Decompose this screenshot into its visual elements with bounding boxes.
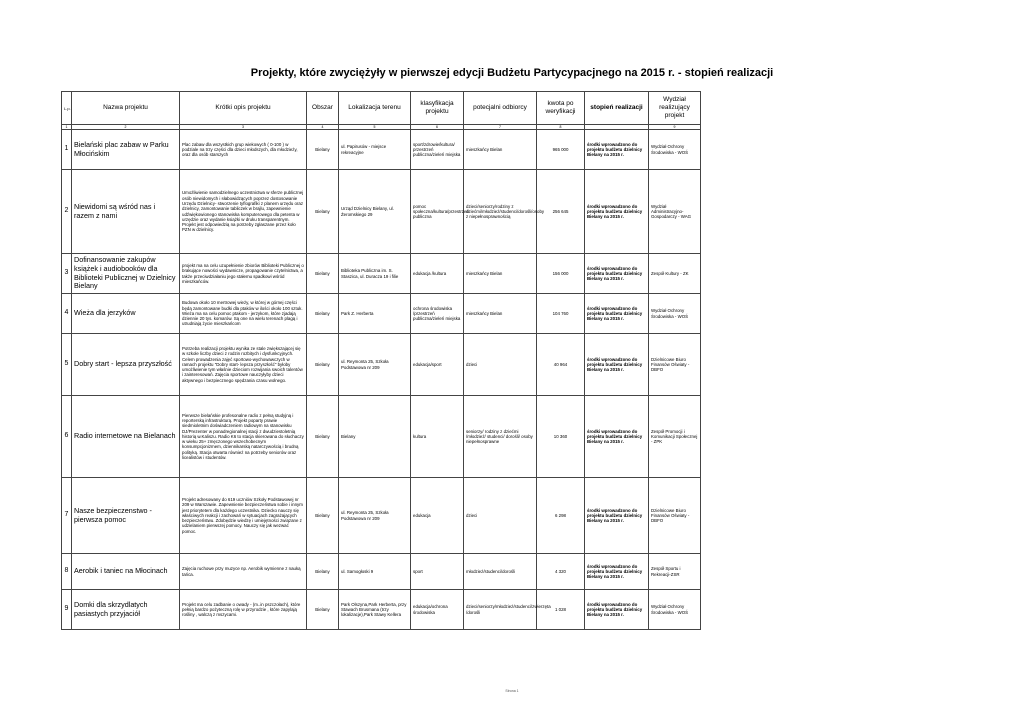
header-lp: L.p. <box>62 92 72 125</box>
project-classification: edukacja /kultura <box>411 254 464 294</box>
header-description: Krótki opis projektu <box>180 92 307 125</box>
project-recipients: dzieci <box>464 478 537 554</box>
project-status: środki wprowadzono do projektu budżetu dzielnicy Bielany na 2015 r. <box>585 554 649 590</box>
column-number: 1 <box>62 125 72 130</box>
project-status: środki wprowadzono do projektu budżetu dzielnicy Bielany na 2015 r. <box>585 396 649 478</box>
project-area: Bielany <box>307 294 339 334</box>
project-classification: edukacja <box>411 478 464 554</box>
project-classification: kultura <box>411 396 464 478</box>
header-location: Lokalizacja terenu <box>339 92 411 125</box>
project-classification: edukacja/ochrona środowiska <box>411 590 464 630</box>
table-row <box>62 254 701 294</box>
project-amount: 10 360 <box>537 396 585 478</box>
project-status: środki wprowadzono do projektu budżetu dzielnicy Bielany na 2015 r. <box>585 170 649 254</box>
table-row <box>62 478 701 554</box>
row-number: 1 <box>62 130 72 170</box>
table-row <box>62 334 701 396</box>
row-number: 7 <box>62 478 72 554</box>
project-description: Projekt ma celu zadbanie o owady - (m..in pszczołach), które pełnią bardzo pożyteczną rolę w przyrodzie , które zapylają rośliny , walczą z mszycami. <box>180 590 307 630</box>
row-number: 4 <box>62 294 72 334</box>
column-number: 2 <box>72 125 180 130</box>
header-status: stopień realizacji <box>585 92 649 125</box>
project-name: Radio internetowe na Bielanach <box>72 396 180 478</box>
project-department: Wydział Administracyjno-Gospodarczy - WAG <box>649 170 701 254</box>
row-number: 9 <box>62 590 72 630</box>
header-row <box>62 92 701 125</box>
project-status: środki wprowadzono do projektu budżetu dzielnicy Bielany na 2015 r. <box>585 130 649 170</box>
table-row <box>62 396 701 478</box>
project-area: Bielany <box>307 554 339 590</box>
project-recipients: dzieci/seniorzy/młodzież/studenci/zwierzęta /dorośli <box>464 590 537 630</box>
column-number: 5 <box>339 125 411 130</box>
project-department: Dzielnicowe Biuro Finansów Oświaty - DBFO <box>649 334 701 396</box>
project-description: Potrzeba realizacji projektu wynika ze stale zwiększającej się w szkole liczby dzieci z rodzin rozbitych i dysfunkcyjnych. Celem prowadzenia zajęć sportowo-wychowawczych w ramach projektu "Dobry start- lepsza przyszłość" byłoby umożliwienie tym właśnie dzieciom rozwijania swoich talentów i zainteresowań. Zajęcia sportowe nauczyłyby dzieci aktywnego i bezpiecznego spędzania czasu wolnego. <box>180 334 307 396</box>
column-number: 6 <box>411 125 464 130</box>
row-number: 5 <box>62 334 72 396</box>
project-recipients: seniorzy/ rodziny z dziećmi /młodzież/ studenci/ dorośli/ osoby niepełnosprawne <box>464 396 537 478</box>
header-department: Wydział realizujący projekt <box>649 92 701 125</box>
project-classification: sport <box>411 554 464 590</box>
project-amount: 965 000 <box>537 130 585 170</box>
table-row <box>62 590 701 630</box>
header-classification: klasyfikacja projektu <box>411 92 464 125</box>
column-number: 7 <box>464 125 537 130</box>
project-name: Dobry start - lepsza przyszłość <box>72 334 180 396</box>
project-description: Pierwsze bielańskie profesonalne radio z pełną studyjną i reporterską infrastrukturą. Projekt poparty prawie siedmioletnim doświadczeniem radiowym na stanowisku DJ/Prezenter w ponadregionalnej stacji z dwudziestoletnią historią w.Kaliszu. Radio K6 to stacja skierowana do słuchaczy w wieku 25+ zmęczonego wszechobecnym konsumpcjonizmem, dziennikarską natarczywością i brudną polityką. Stacja otwarta również na potrzeby seniorów oraz licealistów i studentów. <box>180 396 307 478</box>
table-row <box>62 170 701 254</box>
project-classification: ochrona środowiska /przestrzeń publiczna/zieleń miejska <box>411 294 464 334</box>
project-description: projekt ma na celu uzupełnienie zbiorów Biblioteki Publicznej o brakujące nowości wydawnicze, propagowanie czytelnictwa, a także przeciwdziałaniu jego stałemu spadkowi wśród mieszkańców. <box>180 254 307 294</box>
page-footer: Strona 1 <box>505 689 519 693</box>
project-area: Bielany <box>307 334 339 396</box>
project-status: środki wprowadzono do projektu budżetu dzielnicy Bielany na 2015 r. <box>585 334 649 396</box>
header-name: Nazwa projektu <box>72 92 180 125</box>
project-name: Wieża dla jerzyków <box>72 294 180 334</box>
project-area: Bielany <box>307 130 339 170</box>
project-location: ul. Samogłoski 9 <box>339 554 411 590</box>
project-location: ul. Reymonta 25, Szkoła Podstawowa nr 209 <box>339 478 411 554</box>
project-status: środki wprowadzono do projektu budżetu dzielnicy Bielany na 2015 r. <box>585 254 649 294</box>
project-name: Dofinansowanie zakupów książek i audiobooków dla Biblioteki Publicznej w Dzielnicy Bielany <box>72 254 180 294</box>
project-recipients: młodzież/studenci/dorośli <box>464 554 537 590</box>
project-amount: 6 298 <box>537 478 585 554</box>
header-amount: kwota po weryfikacji <box>537 92 585 125</box>
project-status: środki wprowadzono do projektu budżetu dzielnicy Bielany na 2015 r. <box>585 590 649 630</box>
project-location: Park Z. Herberta <box>339 294 411 334</box>
projects-table <box>61 91 701 630</box>
project-department: Zespół Promocji i Komunikacji Społecznej - ZPK <box>649 396 701 478</box>
project-department: Zespół Sportu i Rekreacji-ZSR <box>649 554 701 590</box>
column-number: 4 <box>307 125 339 130</box>
header-recipients: potecjalni odbiorcy <box>464 92 537 125</box>
project-classification: edukacja/sport <box>411 334 464 396</box>
project-area: Bielany <box>307 170 339 254</box>
table-row <box>62 554 701 590</box>
project-description: Budowa około 10 mertrowej wieży, w której w górnej części będą zamontowane budki dla ptaków w ilości około 100 sztuk. Wieża ma na celu pomoc ptakom - jerzykom, które zjadają dziennie 20 tys. komarów. Są one na wielu terenach plagą i utrudniają życie mieszkańcom <box>180 294 307 334</box>
project-status: środki wprowadzono do projektu budżetu dzielnicy Bielany na 2015 r. <box>585 478 649 554</box>
project-classification: sport/zdrowie/kultura/ przestrzeń publiczna/zieleń miejska <box>411 130 464 170</box>
project-classification: pomoc społeczna/kultura/przestrzeń publiczna <box>411 170 464 254</box>
project-location: ul. Papirusów - miejsce rekreacyjne <box>339 130 411 170</box>
project-description: Zajęcia ruchowe przy muzyce np. Aerobik wymienne z nauką tańca. <box>180 554 307 590</box>
project-description: Projekt adresowany do 619 uczniów Szkoły Podstawowej nr 209 w Warszawie. Zapewnienie bezpieczeństwa sobie i innym jest priorytetem dla każdego uczestnika. Dziecko nauczy się właściwych reakcji i zachowań w sytuacjach zagrażających bezpieczeństwu. Zdobędzie wiedzę i umiejętności związane z udzielaniem pierwszej pomocy. Nauczy się jak wezwać pomoc. <box>180 478 307 554</box>
project-amount: 256 645 <box>537 170 585 254</box>
row-number: 6 <box>62 396 72 478</box>
project-name: Aerobik i taniec na Młocinach <box>72 554 180 590</box>
project-name: Domki dla skrzydlatych pasiastych przyjaciół <box>72 590 180 630</box>
project-name: Bielański plac zabaw w Parku Młocińskim <box>72 130 180 170</box>
project-location: Bielany <box>339 396 411 478</box>
column-number: 3 <box>180 125 307 130</box>
project-description: Umożliwienie samodzielnego uczestnictwa w sferze publicznej osób niewidomych i słabowidzących poprzez dostosowanie Urzędu Dzielnicy- stworzenie tyflografiki z planem urzędu oraz dzielnicy, zamontowanie tabliczek w brajlu, zapewnienie udźwiękowionego stanowiska komputerowego dla petenta w urzędzie oraz wydanie książki w druku transparentnym. Projekt jest odpowiedzią na potrzeby zgłaszane przez koło PZN w dzielnicy. <box>180 170 307 254</box>
project-name: Niewidomi są wśród nas i razem z nami <box>72 170 180 254</box>
project-amount: 4 320 <box>537 554 585 590</box>
project-amount: 1 028 <box>537 590 585 630</box>
project-department: Wydział Ochrony Środowiska - WOŚ <box>649 130 701 170</box>
project-department: Wydział Ochrony Środowiska - WOŚ <box>649 294 701 334</box>
row-number: 3 <box>62 254 72 294</box>
project-area: Bielany <box>307 478 339 554</box>
row-number: 8 <box>62 554 72 590</box>
project-recipients: mieszkańcy Bielan <box>464 254 537 294</box>
project-area: Bielany <box>307 254 339 294</box>
header-area: Obszar <box>307 92 339 125</box>
project-status: środki wprowadzono do projektu budżetu dzielnicy Bielany na 2015 r. <box>585 294 649 334</box>
project-name: Nasze bezpieczenstwo - pierwsza pomoc <box>72 478 180 554</box>
column-number: 9 <box>649 125 701 130</box>
column-number: 8 <box>537 125 585 130</box>
project-amount: 156 000 <box>537 254 585 294</box>
project-department: Zespół Kultury - ZK <box>649 254 701 294</box>
project-location: Urząd Dzielnicy Bielany, ul. Żeromskiego 29 <box>339 170 411 254</box>
project-amount: 104 760 <box>537 294 585 334</box>
project-department: Wydział Ochrony Środowiska - WOŚ <box>649 590 701 630</box>
table-row <box>62 294 701 334</box>
project-recipients: dzieci <box>464 334 537 396</box>
project-location: Biblioteka Publiczna im. S. Staszica, ul. Duracza 19 i filie <box>339 254 411 294</box>
project-recipients: mieszkańcy Bielan <box>464 130 537 170</box>
project-location: Park Olszyna,Park Herberta, przy Stawach Brusmana (trzy lokalizacje),Park Stawy Kellera <box>339 590 411 630</box>
project-amount: 40 964 <box>537 334 585 396</box>
project-recipients: mieszkańcy Bielan <box>464 294 537 334</box>
table-row <box>62 130 701 170</box>
document-title: Projekty, które zwyciężyły w pierwszej edycji Budżetu Partycypacjnego na 2015 r. - stopień realizacji <box>250 67 774 79</box>
project-location: ul. Reymonta 25, Szkoła Podstawowa nr 209 <box>339 334 411 396</box>
project-description: Plac zabaw dla wszystkich grup wiekowych ( 0-100 ) w podziale na trzy części dla dzieci młodszych, dla młodzieży, oraz dla osób starszych <box>180 130 307 170</box>
project-area: Bielany <box>307 590 339 630</box>
project-department: Dzielnicowe Biuro Finansów Oświaty - DBFO <box>649 478 701 554</box>
project-area: Bielany <box>307 396 339 478</box>
row-number: 2 <box>62 170 72 254</box>
project-recipients: dzieci/seniorzy/rodziny z dziećmi/młodzież/studenci/dorośli/osoby z niepełnosprawnością <box>464 170 537 254</box>
